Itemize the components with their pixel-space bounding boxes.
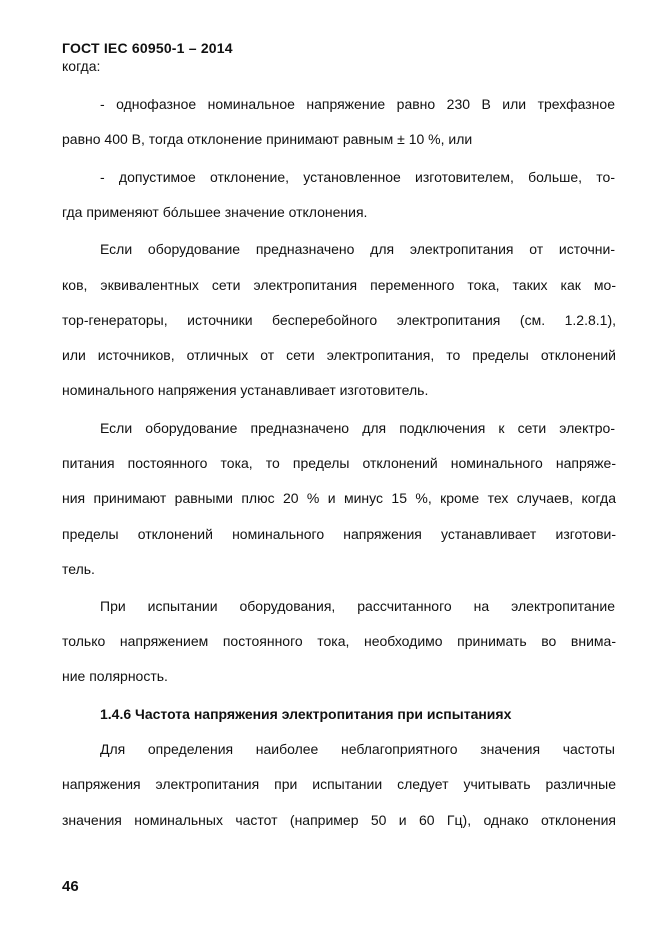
text-line: тор-генераторы, источники бесперебойного электропитания (см. 1.2.8.1),	[62, 312, 616, 328]
text-line: напряжения электропитания при испытании следует учитывать различные	[62, 776, 616, 792]
text-line: когда:	[62, 58, 101, 74]
text-line: Если оборудование предназначено для электропитания от источни-	[100, 241, 615, 257]
page-number: 46	[62, 878, 79, 895]
text-line: равно 400 В, тогда отклонение принимают равным ± 10 %, или	[62, 131, 473, 147]
document-header: ГОСТ IEC 60950-1 – 2014	[62, 40, 233, 56]
text-line: тель.	[62, 561, 95, 577]
text-line: - допустимое отклонение, установленное изготовителем, больше, то-	[100, 169, 615, 185]
text-line: гда применяют бóльшее значение отклонения.	[62, 204, 368, 220]
text-line: значения номинальных частот (например 50 и 60 Гц), однако отклонения	[62, 812, 616, 828]
text-line: пределы отклонений номинального напряжения устанавливает изготови-	[62, 526, 616, 542]
text-line: Если оборудование предназначено для подключения к сети электро-	[100, 420, 615, 436]
text-line: ния принимают равными плюс 20 % и минус 15 %, кроме тех случаев, когда	[62, 490, 616, 506]
text-line: При испытании оборудования, рассчитанного на электропитание	[100, 598, 615, 614]
text-line: ние полярность.	[62, 668, 168, 684]
text-line: номинального напряжения устанавливает изготовитель.	[62, 382, 429, 398]
text-line: или источников, отличных от сети электропитания, то пределы отклонений	[62, 347, 616, 363]
section-heading: 1.4.6 Частота напряжения электропитания при испытаниях	[100, 706, 512, 722]
text-line: - однофазное номинальное напряжение равно 230 В или трехфазное	[100, 96, 615, 112]
text-line: ков, эквивалентных сети электропитания переменного тока, таких как мо-	[62, 277, 616, 293]
text-line: Для определения наиболее неблагоприятного значения частоты	[100, 741, 615, 757]
text-line: питания постоянного тока, то пределы отклонений номинального напряже-	[62, 455, 616, 471]
text-line: только напряжением постоянного тока, необходимо принимать во внима-	[62, 633, 616, 649]
